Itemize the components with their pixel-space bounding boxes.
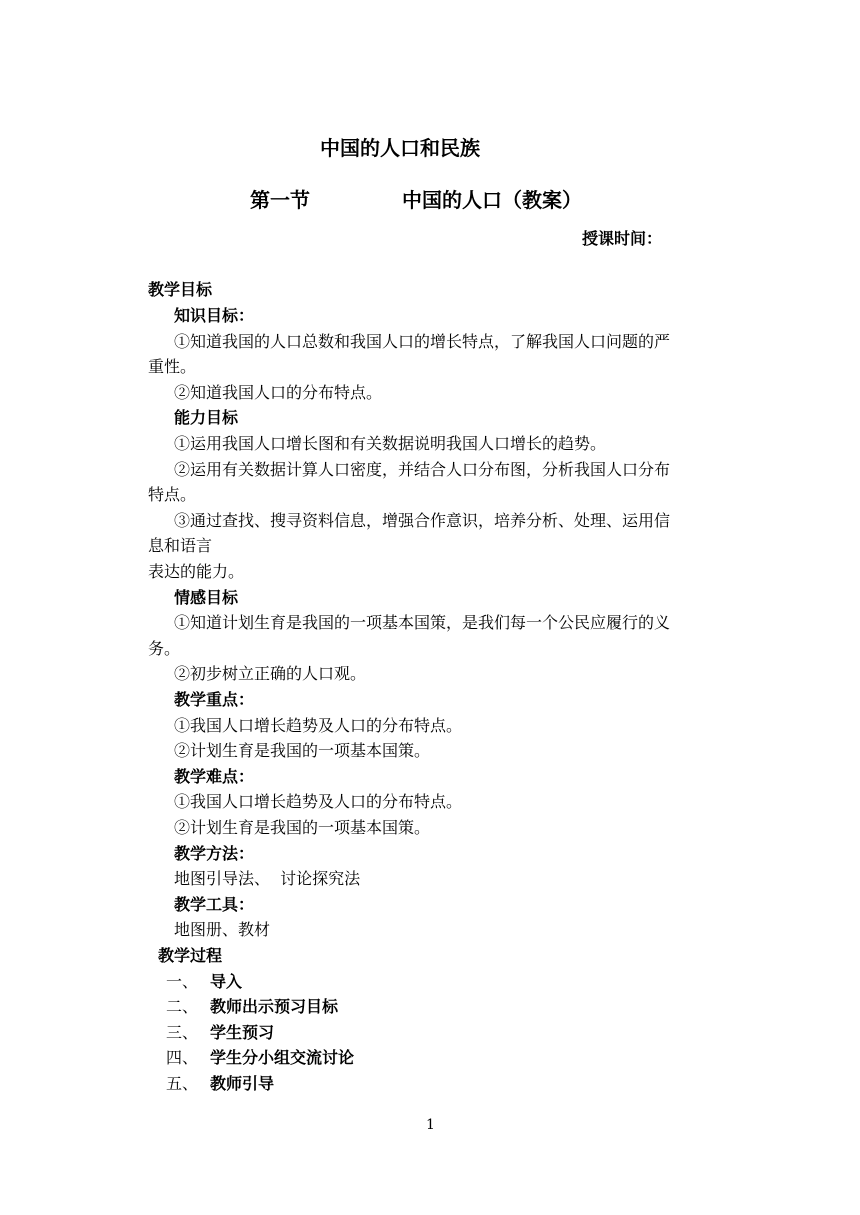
process-step-text: 导入 [210, 972, 243, 991]
process-step-number: 五、 [166, 1074, 199, 1093]
ability-item-3-line-2: 息和语言 [148, 536, 213, 555]
emotion-item-1-line-1: ①知道计划生育是我国的一项基本国策，是我们每一个公民应履行的义 [174, 613, 671, 632]
knowledge-item-1-line-1: ①知道我国的人口总数和我国人口的增长特点，了解我国人口问题的严 [174, 332, 671, 351]
emotion-item-2: ②初步树立正确的人口观。 [174, 664, 367, 683]
tools-label: 教学工具： [174, 895, 255, 914]
ability-item-1: ①运用我国人口增长图和有关数据说明我国人口增长的趋势。 [174, 434, 607, 453]
key-points-label: 教学重点： [174, 690, 255, 709]
methods-label: 教学方法： [174, 844, 255, 863]
key-points-item-1: ①我国人口增长趋势及人口的分布特点。 [174, 716, 463, 735]
section-number: 第一节 [250, 188, 310, 212]
process-step-text: 学生分小组交流讨论 [210, 1048, 355, 1067]
process-step-text: 学生预习 [210, 1023, 275, 1042]
knowledge-item-1-line-2: 重性。 [148, 357, 197, 376]
difficulties-item-2: ②计划生育是我国的一项基本国策。 [174, 818, 431, 837]
process-step-number: 四、 [166, 1048, 199, 1067]
tools-value: 地图册、教材 [174, 920, 271, 939]
process-step-number: 二、 [166, 997, 199, 1016]
emotion-label: 情感目标 [174, 588, 239, 607]
objectives-heading: 教学目标 [148, 280, 213, 299]
process-step-number: 三、 [166, 1023, 199, 1042]
ability-item-3-line-1: ③通过查找、搜寻资料信息，增强合作意识，培养分析、处理、运用信 [174, 511, 671, 530]
document-title: 中国的人口和民族 [320, 136, 480, 160]
emotion-item-1-line-2: 务。 [148, 639, 181, 658]
knowledge-item-2: ②知道我国人口的分布特点。 [174, 383, 383, 402]
difficulties-item-1: ①我国人口增长趋势及人口的分布特点。 [174, 792, 463, 811]
ability-item-2-line-1: ②运用有关数据计算人口密度，并结合人口分布图，分析我国人口分布 [174, 460, 671, 479]
ability-item-2-line-2: 特点。 [148, 485, 197, 504]
section-title: 中国的人口（教案） [402, 188, 582, 212]
ability-item-3-line-3: 表达的能力。 [148, 562, 245, 581]
difficulties-label: 教学难点： [174, 767, 255, 786]
ability-label: 能力目标 [174, 408, 239, 427]
process-heading: 教学过程 [158, 946, 223, 965]
methods-value: 地图引导法、 讨论探究法 [174, 869, 361, 888]
process-step-text: 教师出示预习目标 [210, 997, 339, 1016]
process-step-text: 教师引导 [210, 1074, 275, 1093]
process-step-number: 一、 [166, 972, 199, 991]
key-points-item-2: ②计划生育是我国的一项基本国策。 [174, 741, 431, 760]
class-time-label: 授课时间： [582, 229, 663, 248]
knowledge-label: 知识目标： [174, 306, 255, 325]
page-number: 1 [426, 1117, 435, 1133]
